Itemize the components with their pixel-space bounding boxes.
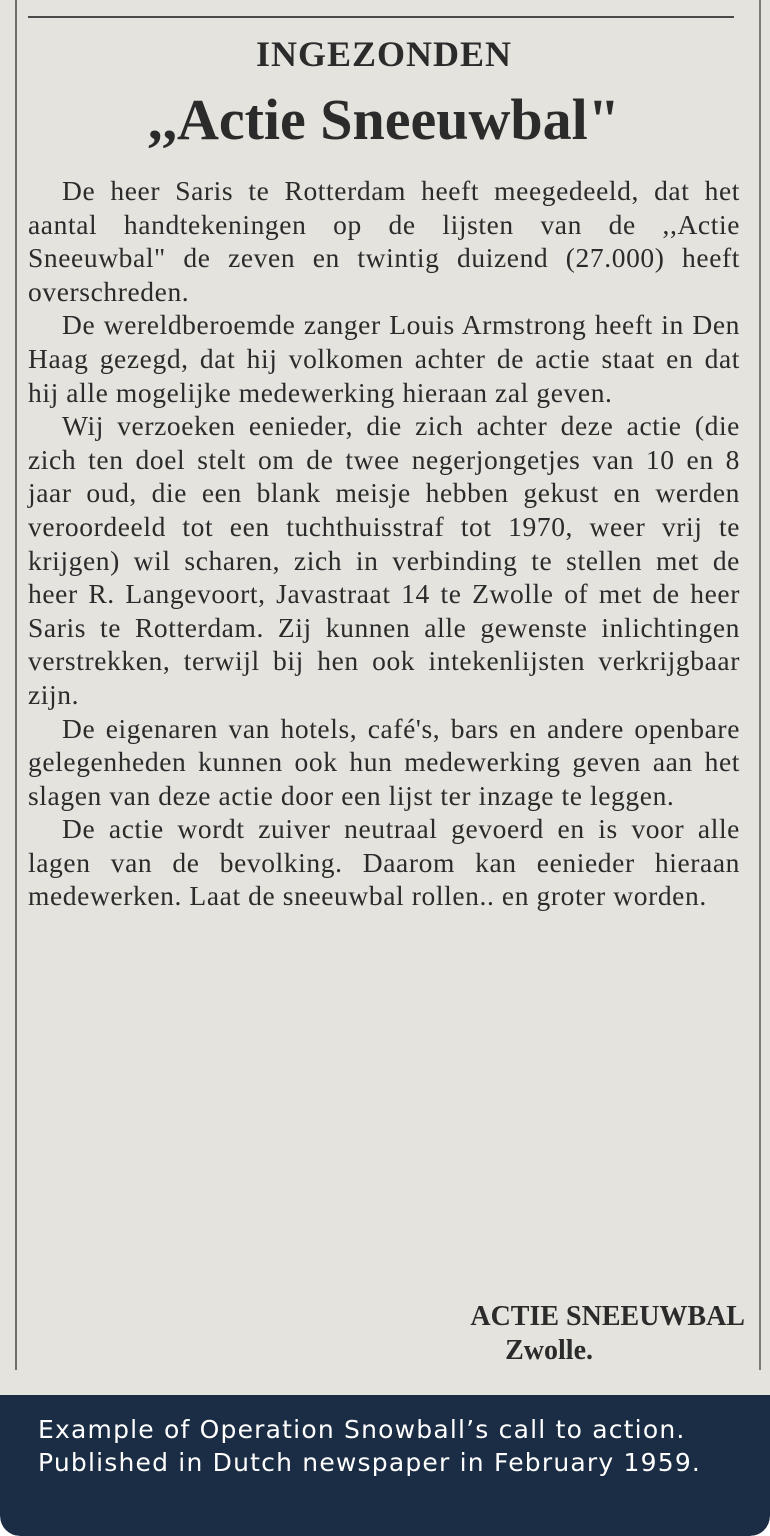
paragraph: De actie wordt zuiver neutraal gevoerd en is voor alle lagen van de bevolking. Daarom kan eenieder hieraan medewerken. Laat de sneeuwbal rollen.. en groter worden. bbox=[28, 813, 740, 912]
signature-place: Zwolle. bbox=[505, 1335, 593, 1366]
paragraph: De heer Saris te Rotterdam heeft meegedeeld, dat het aantal handtekeningen op de lijsten van de ,,Actie Sneeuwbal" de zeven en twintig duizend (27.000) heeft overschreden. bbox=[28, 175, 740, 307]
column-rule-right bbox=[759, 0, 761, 1370]
article-body bbox=[28, 174, 740, 913]
signature-name: ACTIE SNEEUWBAL bbox=[470, 1301, 745, 1332]
headline: ,,Actie Sneeuwbal" bbox=[147, 87, 620, 152]
top-rule bbox=[28, 16, 734, 18]
caption-text: Example of Operation Snowball’s call to action. Published in Dutch newspaper in February 1959. bbox=[38, 1415, 702, 1477]
caption-bar bbox=[0, 1395, 770, 1536]
paragraph: Wij verzoeken eenieder, die zich achter deze actie (die zich ten doel stelt om de twee negerjongetjes van 10 en 8 jaar oud, die een blank meisje hebben gekust en werden veroordeeld tot een tuchthuisstraf tot 1970, weer vrij te krijgen) wil scharen, zich in verbinding te stellen met de heer R. Langevoort, Javastraat 14 te Zwolle of met de heer Saris te Rotterdam. Zij kunnen alle gewenste inlichtingen verstrekken, terwijl bij hen ook intekenlijsten verkrijgbaar zijn. bbox=[28, 410, 740, 710]
signature bbox=[28, 1300, 745, 1368]
article bbox=[28, 28, 740, 913]
paragraph: De eigenaren van hotels, café's, bars en andere openbare gelegenheden kunnen ook hun medewerking geven aan het slagen van deze actie door een lijst ter inzage te leggen. bbox=[28, 712, 740, 811]
section-label: INGEZONDEN bbox=[255, 34, 513, 74]
paragraph: De wereldberoemde zanger Louis Armstrong heeft in Den Haag gezegd, dat hij volkomen achter de actie staat en dat hij alle mogelijke medewerking hieraan zal geven. bbox=[28, 309, 740, 408]
column-rule-left bbox=[15, 0, 17, 1370]
